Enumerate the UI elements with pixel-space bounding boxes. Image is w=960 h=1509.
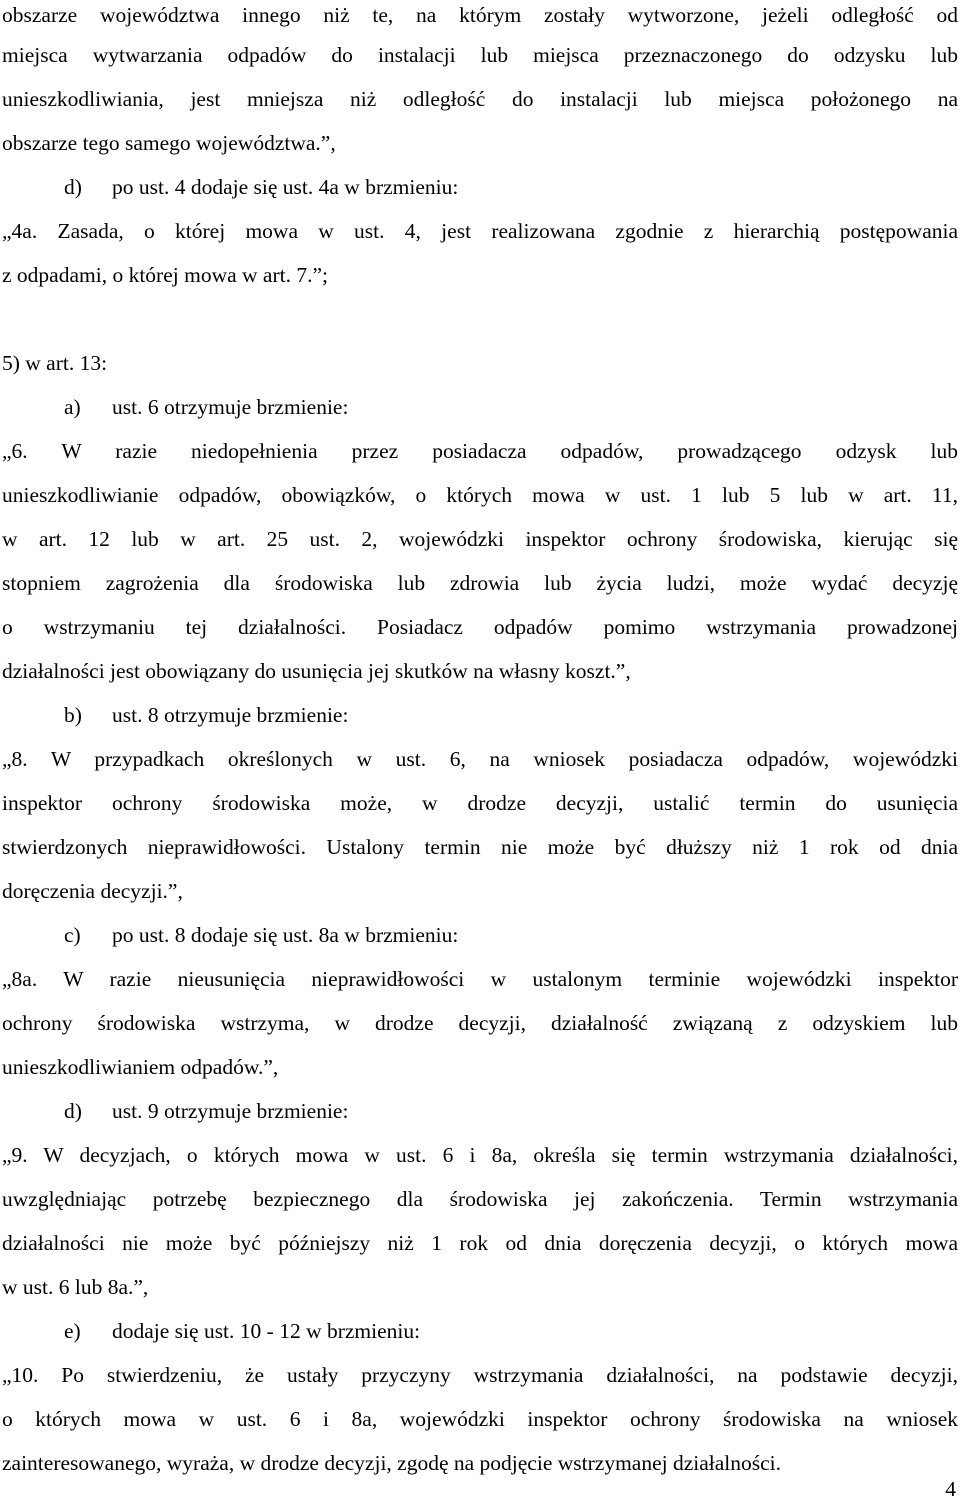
text-line: inspektor ochrony środowiska może, w drodze decyzji, ustalić termin do usunięcia	[2, 791, 958, 815]
list-item-text: ust. 9 otrzymuje brzmienie:	[112, 1099, 349, 1123]
text-line: w art. 12 lub w art. 25 ust. 2, wojewódzki inspektor ochrony środowiska, kierując się	[2, 527, 958, 551]
text-line: stopniem zagrożenia dla środowiska lub zdrowia lub życia ludzi, może wydać decyzję	[2, 571, 958, 595]
text-line: obszarze tego samego województwa.”,	[2, 131, 336, 155]
list-item	[64, 1096, 958, 1126]
list-item-label: d)	[64, 175, 82, 199]
list-item-label: c)	[64, 923, 81, 947]
text-line: unieszkodliwiania, jest mniejsza niż odległość do instalacji lub miejsca położonego na	[2, 87, 958, 111]
list-item-text: po ust. 8 dodaje się ust. 8a w brzmieniu:	[112, 923, 459, 947]
list-item	[64, 172, 958, 202]
list-item	[64, 920, 958, 950]
text-line: działalności jest obowiązany do usunięcia jej skutków na własny koszt.”,	[2, 659, 631, 683]
text-line: unieszkodliwianie odpadów, obowiązków, o których mowa w ust. 1 lub 5 lub w art. 11,	[2, 483, 958, 507]
text-line: „8. W przypadkach określonych w ust. 6, na wniosek posiadacza odpadów, wojewódzki	[2, 747, 958, 771]
list-item	[64, 1316, 958, 1346]
list-item-label: d)	[64, 1099, 82, 1123]
text-line: zainteresowanego, wyraża, w drodze decyzji, zgodę na podjęcie wstrzymanej działalności.	[2, 1451, 782, 1475]
text-line: działalności nie może być późniejszy niż 1 rok od dnia doręczenia decyzji, o których mowa	[2, 1231, 958, 1255]
list-item	[64, 392, 958, 422]
page-number: 4	[945, 1477, 956, 1501]
text-line: miejsca wytwarzania odpadów do instalacji lub miejsca przeznaczonego do odzysku lub	[2, 43, 958, 67]
list-item	[64, 700, 958, 730]
text-line: „10. Po stwierdzeniu, że ustały przyczyny wstrzymania działalności, na podstawie decyzji,	[2, 1363, 958, 1387]
list-item-label: e)	[64, 1319, 81, 1343]
text-line: obszarze województwa innego niż te, na którym zostały wytworzone, jeżeli odległość od	[2, 3, 958, 27]
section-heading: 5) w art. 13:	[2, 351, 108, 375]
list-item-text: ust. 8 otrzymuje brzmienie:	[112, 703, 349, 727]
text-line: „9. W decyzjach, o których mowa w ust. 6 i 8a, określa się termin wstrzymania działalności,	[2, 1143, 958, 1167]
text-line: „6. W razie niedopełnienia przez posiadacza odpadów, prowadzącego odzysk lub	[2, 439, 958, 463]
text-line: ochrony środowiska wstrzyma, w drodze decyzji, działalność związaną z odzyskiem lub	[2, 1011, 958, 1035]
text-line: o wstrzymaniu tej działalności. Posiadacz odpadów pomimo wstrzymania prowadzonej	[2, 615, 958, 639]
text-line: o których mowa w ust. 6 i 8a, wojewódzki inspektor ochrony środowiska na wniosek	[2, 1407, 958, 1431]
text-line: uwzględniając potrzebę bezpiecznego dla środowiska jej zakończenia. Termin wstrzymania	[2, 1187, 958, 1211]
text-line: doręczenia decyzji.”,	[2, 879, 183, 903]
text-line: „8a. W razie nieusunięcia nieprawidłowości w ustalonym terminie wojewódzki inspektor	[2, 967, 958, 991]
text-line: w ust. 6 lub 8a.”,	[2, 1275, 149, 1299]
list-item-text: dodaje się ust. 10 - 12 w brzmieniu:	[112, 1319, 421, 1343]
text-line: „4a. Zasada, o której mowa w ust. 4, jest realizowana zgodnie z hierarchią postępowania	[2, 219, 958, 243]
list-item-label: a)	[64, 395, 81, 419]
text-line: stwierdzonych nieprawidłowości. Ustalony termin nie może być dłuższy niż 1 rok od dnia	[2, 835, 958, 859]
text-line: z odpadami, o której mowa w art. 7.”;	[2, 263, 328, 287]
list-item-label: b)	[64, 703, 82, 727]
list-item-text: po ust. 4 dodaje się ust. 4a w brzmieniu:	[112, 175, 459, 199]
list-item-text: ust. 6 otrzymuje brzmienie:	[112, 395, 349, 419]
text-line: unieszkodliwianiem odpadów.”,	[2, 1055, 279, 1079]
